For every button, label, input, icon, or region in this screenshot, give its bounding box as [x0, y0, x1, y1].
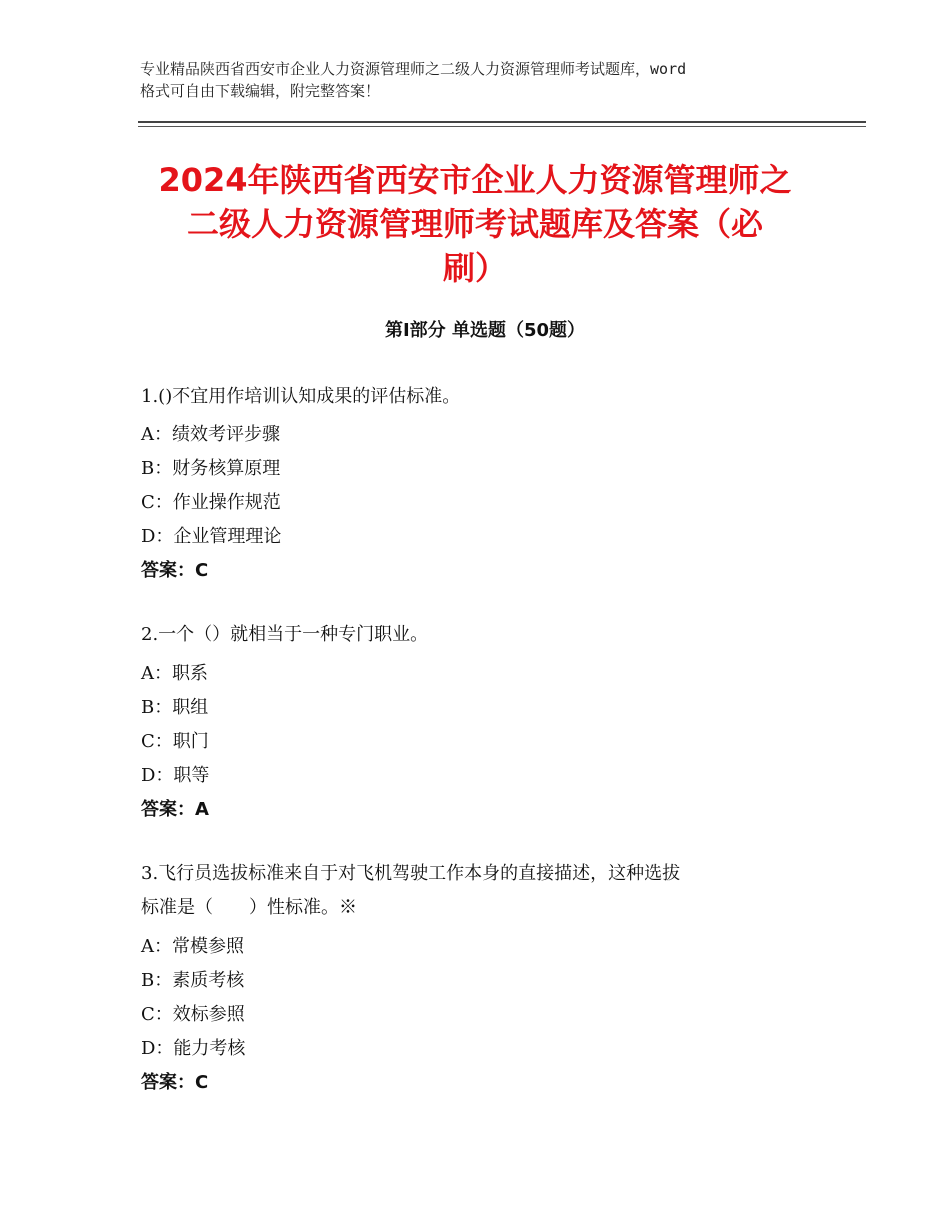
question-text: 标准是（ ）性标准。※: [141, 897, 357, 918]
option-b: B：财务核算原理: [141, 458, 281, 479]
question-text: 3.飞行员选拔标准来自于对飞机驾驶工作本身的直接描述，这种选拔: [141, 863, 681, 884]
option-a: A：职系: [141, 663, 208, 684]
question-text: 1.()不宜用作培训认知成果的评估标准。: [141, 386, 461, 407]
option-d: D：企业管理理论: [141, 526, 282, 547]
section-heading: 第Ⅰ部分 单选题（50题）: [384, 320, 585, 341]
option-a: A：常模参照: [141, 936, 244, 957]
header-note-line: 专业精品陕西省西安市企业人力资源管理师之二级人力资源管理师考试题库，word: [140, 60, 687, 78]
header-note-line: 格式可自由下载编辑，附完整答案！: [140, 82, 381, 100]
document-title: [120, 158, 830, 290]
option-c: C：效标参照: [141, 1004, 245, 1025]
header-divider: [138, 121, 866, 123]
header-note: [140, 58, 830, 102]
answer: 答案：A: [141, 799, 209, 820]
option-c: C：作业操作规范: [141, 492, 281, 513]
option-d: D：能力考核: [141, 1038, 246, 1059]
title-line: 刷）: [442, 249, 507, 287]
option-b: B：职组: [141, 697, 209, 718]
answer: 答案：C: [141, 560, 209, 581]
title-line: 2024年陕西省西安市企业人力资源管理师之: [158, 161, 792, 199]
answer: 答案：C: [141, 1072, 209, 1093]
option-a: A：绩效考评步骤: [141, 424, 280, 445]
option-c: C：职门: [141, 731, 209, 752]
title-line: 二级人力资源管理师考试题库及答案（必: [186, 205, 763, 243]
option-d: D：职等: [141, 765, 210, 786]
question-text: 2.一个（）就相当于一种专门职业。: [141, 624, 429, 645]
header-divider: [138, 126, 866, 127]
option-b: B：素质考核: [141, 970, 245, 991]
